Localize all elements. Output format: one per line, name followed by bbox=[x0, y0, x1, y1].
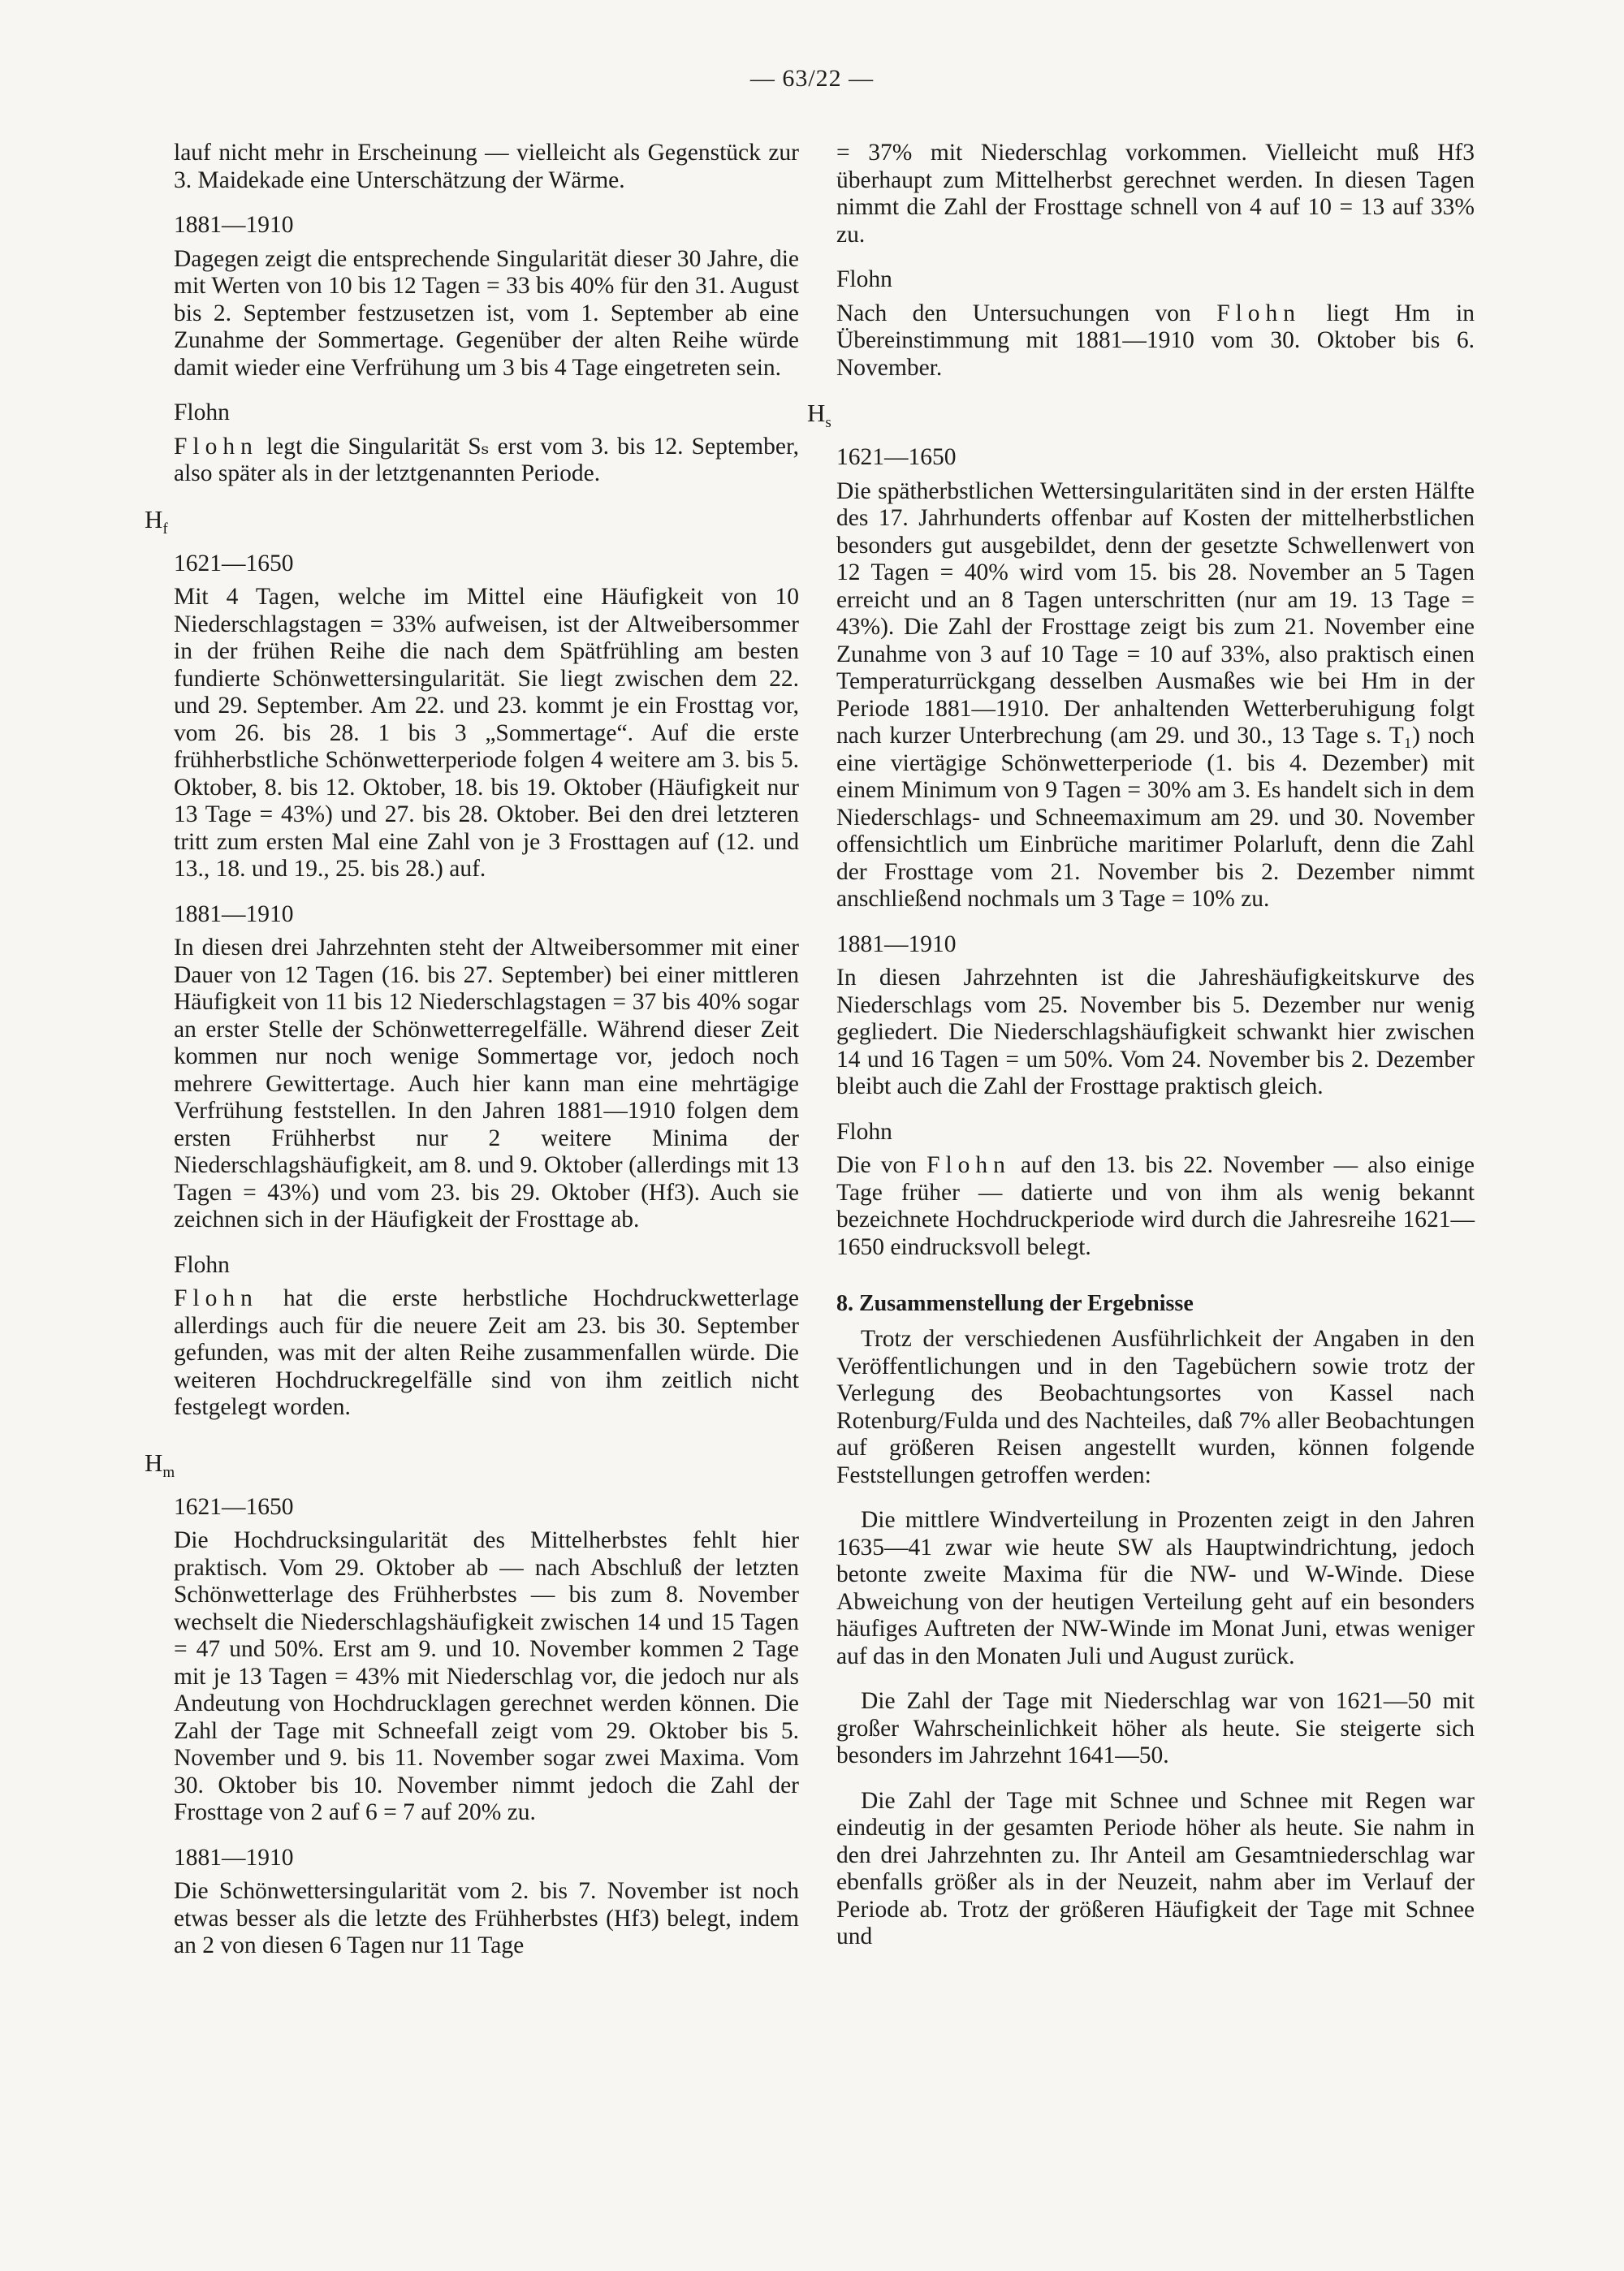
paragraph: Dagegen zeigt die entsprechende Singularität dieser 30 Jahre, die mit Werten von 10 bis 12 Tagen = 33 bis 40% für den 31. August bis 2. September festzusetzen ist, vom 1. September ab eine Zunahme der Sommertage. Gegenüber der alten Reihe würde damit wieder eine Verfrühung um 3 bis 4 Tage eingetreten sein. bbox=[174, 245, 799, 381]
paragraph-text: liegt Hm in Übereinstimmung mit 1881—1910 vom 30. Oktober bis 6. November. bbox=[836, 300, 1475, 381]
author-heading: Flohn bbox=[836, 1118, 892, 1145]
author-name: Flohn bbox=[174, 433, 258, 460]
paragraph: In diesen Jahrzehnten ist die Jahreshäufigkeitskurve des Niederschlags vom 25. November bis 5. Dezember nur wenig gegliedert. Die Niederschlagshäufigkeit schwankt hier zwischen 14 und 16 Tagen = um 50%. Vom 24. November bis 2. Dezember bleibt auch die Zahl der Frosttage praktisch gleich. bbox=[836, 965, 1475, 1099]
section-subscript: f bbox=[162, 520, 168, 538]
paragraph bbox=[836, 1152, 1475, 1261]
period-heading: 1621—1650 bbox=[174, 1493, 294, 1520]
paragraph: Die Schönwettersingularität vom 2. bis 7. November ist noch etwas besser als die letzte des Frühherbstes (Hf3) belegt, indem an 2 von diesen 6 Tagen nur 11 Tage bbox=[174, 1878, 799, 1958]
author-name: Flohn bbox=[926, 1152, 1011, 1178]
paragraph: Die Hochdrucksingularität des Mittelherbstes fehlt hier praktisch. Vom 29. Oktober ab — nach Abschluß der letzten Schönwetterlage des Frühherbstes — bis zum 8. November wechselt die Niederschlagshäufigkeit zwischen 14 und 15 Tagen = 47 und 50%. Erst am 9. und 10. November kommen 2 Tage mit je 13 Tagen = 43% mit Niederschlag vor, die jedoch nur als Andeutung von Hochdrucklagen gerechnet werden können. Die Zahl der Tage mit Schneefall zeigt vom 29. Oktober bis 5. November und 9. bis 11. November sogar zwei Maxima. Vom 30. Oktober bis 10. November nimmt jedoch die Zahl der Frosttage von 2 auf 6 = 7 auf 20% zu. bbox=[174, 1527, 799, 1825]
author-name: Flohn bbox=[1216, 300, 1302, 326]
period-heading: 1881—1910 bbox=[836, 930, 957, 957]
paragraph bbox=[174, 1285, 799, 1422]
paragraph bbox=[836, 300, 1475, 382]
left-column bbox=[145, 140, 799, 1978]
author-heading: Flohn bbox=[836, 266, 892, 292]
paragraph bbox=[174, 434, 799, 488]
section-symbol: H bbox=[145, 1448, 163, 1477]
paragraph: Die mittlere Windverteilung in Prozenten zeigt in den Jahren 1635—41 zwar wie heute SW als Hauptwindrichtung, jedoch betonte zweite Maxima für die NW- und W-Winde. Diese Abweichung von der heutigen Verteilung geht auf ein besonders häufiges Auftreten der NW-Winde im Monat Juni, etwas weniger auf das in den Monaten Juli und August zurück. bbox=[836, 1507, 1475, 1669]
paragraph: Trotz der verschiedenen Ausführlichkeit der Angaben in den Veröffentlichungen und in den Tagebüchern sowie trotz der Verlegung des Beobachtungsortes von Kassel nach Rotenburg/Fulda und des Nachteiles, daß 7% aller Beobachtungen auf größeren Reisen angestellt wurden, können folgende Feststellungen getroffen werden: bbox=[836, 1326, 1475, 1488]
paragraph-text: auf den 13. bis 22. November — also einige Tage früher — datierte und von ihm als wenig bekannt bezeichnete Hochdruckperiode wird durch die Jahresreihe 1621—1650 eindrucksvoll belegt. bbox=[836, 1152, 1475, 1260]
paragraph-text: legt die Singularität Sₛ erst vom 3. bis 12. September, also später als in der letztgenannten Periode. bbox=[174, 433, 799, 486]
paragraph: In diesen drei Jahrzehnten steht der Altweibersommer mit einer Dauer von 12 Tagen (16. bis 27. September) bei einer mittleren Häufigkeit von 11 bis 12 Niederschlagstagen = 37 bis 40% sogar an erster Stelle der Schönwetterregelfälle. Während dieser Zeit kommen nur noch wenige Sommertage vor, jedoch noch mehrere Gewittertage. Auch hier kann man eine mehrtägige Verfrühung feststellen. In den Jahren 1881—1910 folgen dem ersten Frühherbst nur 2 weitere Minima der Niederschlagshäufigkeit, am 8. und 9. Oktober (allerdings mit 13 Tagen = 43%) und vom 23. bis 29. Oktober (Hf3). Auch sie zeichnen sich in der Häufigkeit der Frosttage ab. bbox=[174, 935, 799, 1233]
section-symbol-hs bbox=[807, 399, 1475, 431]
period-heading: 1881—1910 bbox=[174, 212, 294, 238]
paragraph: = 37% mit Niederschlag vorkommen. Vielleicht muß Hf3 überhaupt zum Mittelherbst gerechnet werden. In diesen Tagen nimmt die Zahl der Frosttage schnell von 4 auf 10 = 13 auf 33% zu. bbox=[836, 140, 1475, 248]
paragraph-text: Nach den Untersuchungen von bbox=[836, 300, 1217, 326]
paragraph: Die Zahl der Tage mit Schnee und Schnee mit Regen war eindeutig in der gesamten Periode höher als heute. Sie nahm in den drei Jahrzehnten zu. Ihr Anteil am Gesamtniederschlag war ebenfalls größer als in der Neuzeit, nahm aber im Verlauf der Periode ab. Trotz der größeren Häufigkeit der Tage mit Schnee und bbox=[836, 1787, 1475, 1949]
section-heading: 8. Zusammenstellung der Ergebnisse bbox=[836, 1291, 1194, 1316]
section-subscript: s bbox=[825, 414, 831, 431]
section-subscript: m bbox=[162, 1463, 175, 1481]
period-heading: 1621—1650 bbox=[836, 444, 957, 470]
author-heading: Flohn bbox=[174, 1251, 230, 1278]
paragraph: Mit 4 Tagen, welche im Mittel eine Häufigkeit von 10 Niederschlagstagen = 33% aufweisen, ist der Altweibersommer in der frühen Reihe die nach dem Spätfrühling am besten fundierte Schönwettersingularität. Sie liegt zwischen dem 22. und 29. September. Am 22. und 23. kommt je ein Frosttag vor, vom 26. bis 28. 1 bis 3 „Sommertage“. Auf die erste frühherbstliche Schönwetterperiode folgen 4 weitere am 3. bis 5. Oktober, 8. bis 12. Oktober, 18. bis 19. Oktober (Häufigkeit nur 13 Tage = 43%) und 27. bis 28. Oktober. Bei den drei letzteren tritt zum ersten Mal eine Zahl von je 3 Frosttagen auf (12. und 13., 18. und 19., 25. bis 28.) auf. bbox=[174, 584, 799, 882]
paragraph-text: hat die erste herbstliche Hochdruckwetterlage allerdings auch für die neuere Zeit am 23. bis 30. September gefunden, was mit der alten Reihe zusammenfallen würde. Die weiteren Hochdruckregelfälle sind von ihm zeitlich nicht festgelegt worden. bbox=[174, 1285, 799, 1420]
period-heading: 1881—1910 bbox=[174, 1844, 294, 1871]
section-symbol: H bbox=[145, 504, 163, 533]
section-symbol-hf bbox=[145, 506, 799, 538]
paragraph-text: Die von bbox=[836, 1152, 927, 1178]
period-heading: 1881—1910 bbox=[174, 900, 294, 927]
section-symbol-hm bbox=[145, 1449, 799, 1481]
paragraph: Die Zahl der Tage mit Niederschlag war von 1621—50 mit großer Wahrscheinlichkeit höher als heute. Sie steigerte sich besonders im Jahrzehnt 1641—50. bbox=[836, 1688, 1475, 1768]
author-heading: Flohn bbox=[174, 399, 230, 425]
section-symbol: H bbox=[807, 399, 826, 427]
paragraph: lauf nicht mehr in Erscheinung — vielleicht als Gegenstück zur 3. Maidekade eine Unterschätzung der Wärme. bbox=[174, 140, 799, 193]
author-name: Flohn bbox=[174, 1285, 258, 1311]
page-number: — 63/22 — bbox=[749, 65, 875, 92]
period-heading: 1621—1650 bbox=[174, 550, 294, 576]
paragraph: Die spätherbstlichen Wettersingularitäten sind in der ersten Hälfte des 17. Jahrhunderts offenbar auf Kosten der mittelherbstlichen besonders gut ausgebildet, denn der gesetzte Schwellenwert von 12 Tagen = 40% wird vom 15. bis 28. November an 5 Tagen erreicht und an 8 Tagen unterschritten (nur am 19. 13 Tage = 43%). Die Zahl der Frosttage zeigt bis zum 21. November eine Zunahme von 3 auf 10 Tage = 10 auf 33%, also praktisch einen Temperaturrückgang desselben Ausmaßes wie bei Hm in der Periode 1881—1910. Der anhaltenden Wetterberuhigung folgt nach kurzer Unterbrechung (am 29. und 30., 13 Tage s. T₁) noch eine viertägige Schönwetterperiode (1. bis 4. Dezember) mit einem Minimum von 9 Tagen = 30% am 3. Es handelt sich in dem Niederschlags- und Schneemaximum am 29. und 30. November offensichtlich um Einbrüche maritimer Polarluft, denn die Zahl der Frosttage vom 21. November bis 2. Dezember nimmt anschließend nochmals um 3 Tage = 10% zu. bbox=[836, 477, 1475, 912]
right-column bbox=[807, 140, 1475, 1969]
